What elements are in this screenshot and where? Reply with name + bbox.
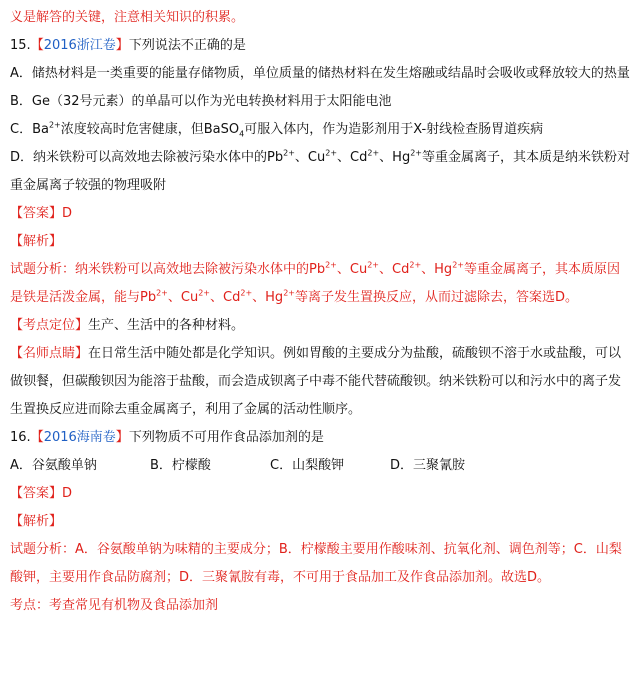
- q16-bracket-open: 【: [30, 430, 44, 445]
- mingshi-text: 在日常生活中随处都是化学知识。例如胃酸的主要成分为盐酸，硫酸钡不溶于水或盐酸，可以做钡餐，但碳酸钡因为能溶于盐酸，而会造成钡离子中毒不能代替硫酸钡。纳米铁粉可以和污水中的离子发生置换反应进而除去重金属离子，利用了金属的活动性顺序。: [10, 346, 622, 417]
- kaodian-text: 生产、生活中的各种材料。: [88, 318, 245, 333]
- answer-label: 【答案】: [10, 206, 63, 221]
- q15-answer: [10, 200, 630, 228]
- q15-bracket-close: 】: [115, 38, 129, 53]
- charge-sup: 2+: [410, 148, 422, 158]
- q16-number: 16.: [10, 430, 31, 445]
- charge-sup: 2+: [198, 288, 211, 298]
- charge-sup: 2+: [283, 288, 295, 298]
- q15-analysis-label: 【解析】: [10, 234, 63, 249]
- q15-source: 2016浙江卷: [43, 38, 116, 53]
- q15-optd-5: 等重金属离子，其本质是纳米铁粉对重金属离子较强的物理吸附: [10, 150, 631, 193]
- analysis-part: 、Cd: [379, 262, 410, 277]
- q16-analysis: 试题分析：A．谷氨酸单钠为味精的主要成分；B．柠檬酸主要用作酸味剂、抗氧化剂、调色剂等；C．山梨酸钾，主要用作食品防腐剂；D．三聚氰胺有毒，不可用于食品加工及作食品添加剂。故选D。: [10, 542, 622, 585]
- kaodian-label: 【考点定位】: [10, 318, 89, 333]
- q15-option-d: [10, 144, 630, 200]
- charge-sup: 2+: [240, 288, 253, 298]
- analysis-part: 等离子发生置换反应，从而过滤除去，答案选D。: [294, 290, 578, 305]
- q15-kaodian: [10, 312, 630, 340]
- q16-option-c: C．山梨酸钾: [270, 458, 345, 473]
- q16-answer: [10, 480, 630, 508]
- q15-number: 15.: [10, 38, 31, 53]
- q15-optc-sub: 4: [239, 129, 245, 139]
- analysis-part: 等重金属离子，其本质原因是铁是活泼金属，能与Pb: [10, 262, 620, 305]
- charge-sup: 2+: [367, 260, 380, 270]
- q16-kaodian: 考点：考查常见有机物及食品添加剂: [10, 598, 219, 613]
- mingshi-label: 【名师点睛】: [10, 346, 89, 361]
- answer-value: D: [62, 486, 73, 501]
- q16-option-a: A．谷氨酸单钠: [10, 458, 97, 473]
- analysis-part: 、Cd: [210, 290, 241, 305]
- q15-optc-mid: 浓度较高时危害健康，但BaSO: [60, 122, 240, 137]
- q15-analysis: [10, 256, 630, 312]
- q16-options: [10, 452, 630, 480]
- q16-source: 2016海南卷: [43, 430, 116, 445]
- q16-stem: 下列物质不可用作食品添加剂的是: [128, 430, 324, 445]
- analysis-part: 、Hg: [421, 262, 453, 277]
- q15-optc-text: C．Ba: [10, 122, 49, 137]
- q15-optc-post: 可服入体内，作为造影剂用于X-射线检查肠胃道疾病: [244, 122, 544, 137]
- q15-optc-sup: 2+: [48, 120, 61, 130]
- q15-optd-3: 、Cd: [337, 150, 368, 165]
- q16-header: [10, 424, 630, 452]
- q16-option-b: B．柠檬酸: [150, 458, 211, 473]
- q16-analysis-label: 【解析】: [10, 514, 63, 529]
- q15-stem: 下列说法不正确的是: [128, 38, 246, 53]
- q15-optd-2: 、Cu: [294, 150, 326, 165]
- intro-text: 义是解答的关键，注意相关知识的积累。: [10, 10, 245, 25]
- q15-optd-1: D．纳米铁粉可以高效地去除被污染水体中的Pb: [10, 150, 284, 165]
- charge-sup: 2+: [156, 288, 168, 298]
- answer-value: D: [62, 206, 73, 221]
- charge-sup: 2+: [409, 260, 422, 270]
- charge-sup: 2+: [452, 260, 464, 270]
- q16-option-d: D．三聚氰胺: [390, 458, 466, 473]
- q15-option-b: B．Ge（32号元素）的单晶可以作为光电转换材料用于太阳能电池: [10, 94, 392, 109]
- q16-bracket-close: 】: [115, 430, 129, 445]
- analysis-part: 、Hg: [252, 290, 284, 305]
- q15-bracket-open: 【: [30, 38, 44, 53]
- analysis-part: 试题分析：纳米铁粉可以高效地去除被污染水体中的Pb: [10, 262, 326, 277]
- analysis-part: 、Cu: [336, 262, 368, 277]
- charge-sup: 2+: [325, 148, 338, 158]
- q15-option-c: [10, 116, 630, 144]
- q15-mingshi: [10, 340, 630, 424]
- q15-header: [10, 32, 630, 60]
- charge-sup: 2+: [283, 148, 295, 158]
- charge-sup: 2+: [325, 260, 337, 270]
- charge-sup: 2+: [367, 148, 380, 158]
- q15-option-a: A．储热材料是一类重要的能量存储物质，单位质量的储热材料在发生熔融或结晶时会吸收或释放较大的热量: [10, 66, 630, 81]
- q15-optd-4: 、Hg: [379, 150, 411, 165]
- analysis-part: 、Cu: [167, 290, 199, 305]
- answer-label: 【答案】: [10, 486, 63, 501]
